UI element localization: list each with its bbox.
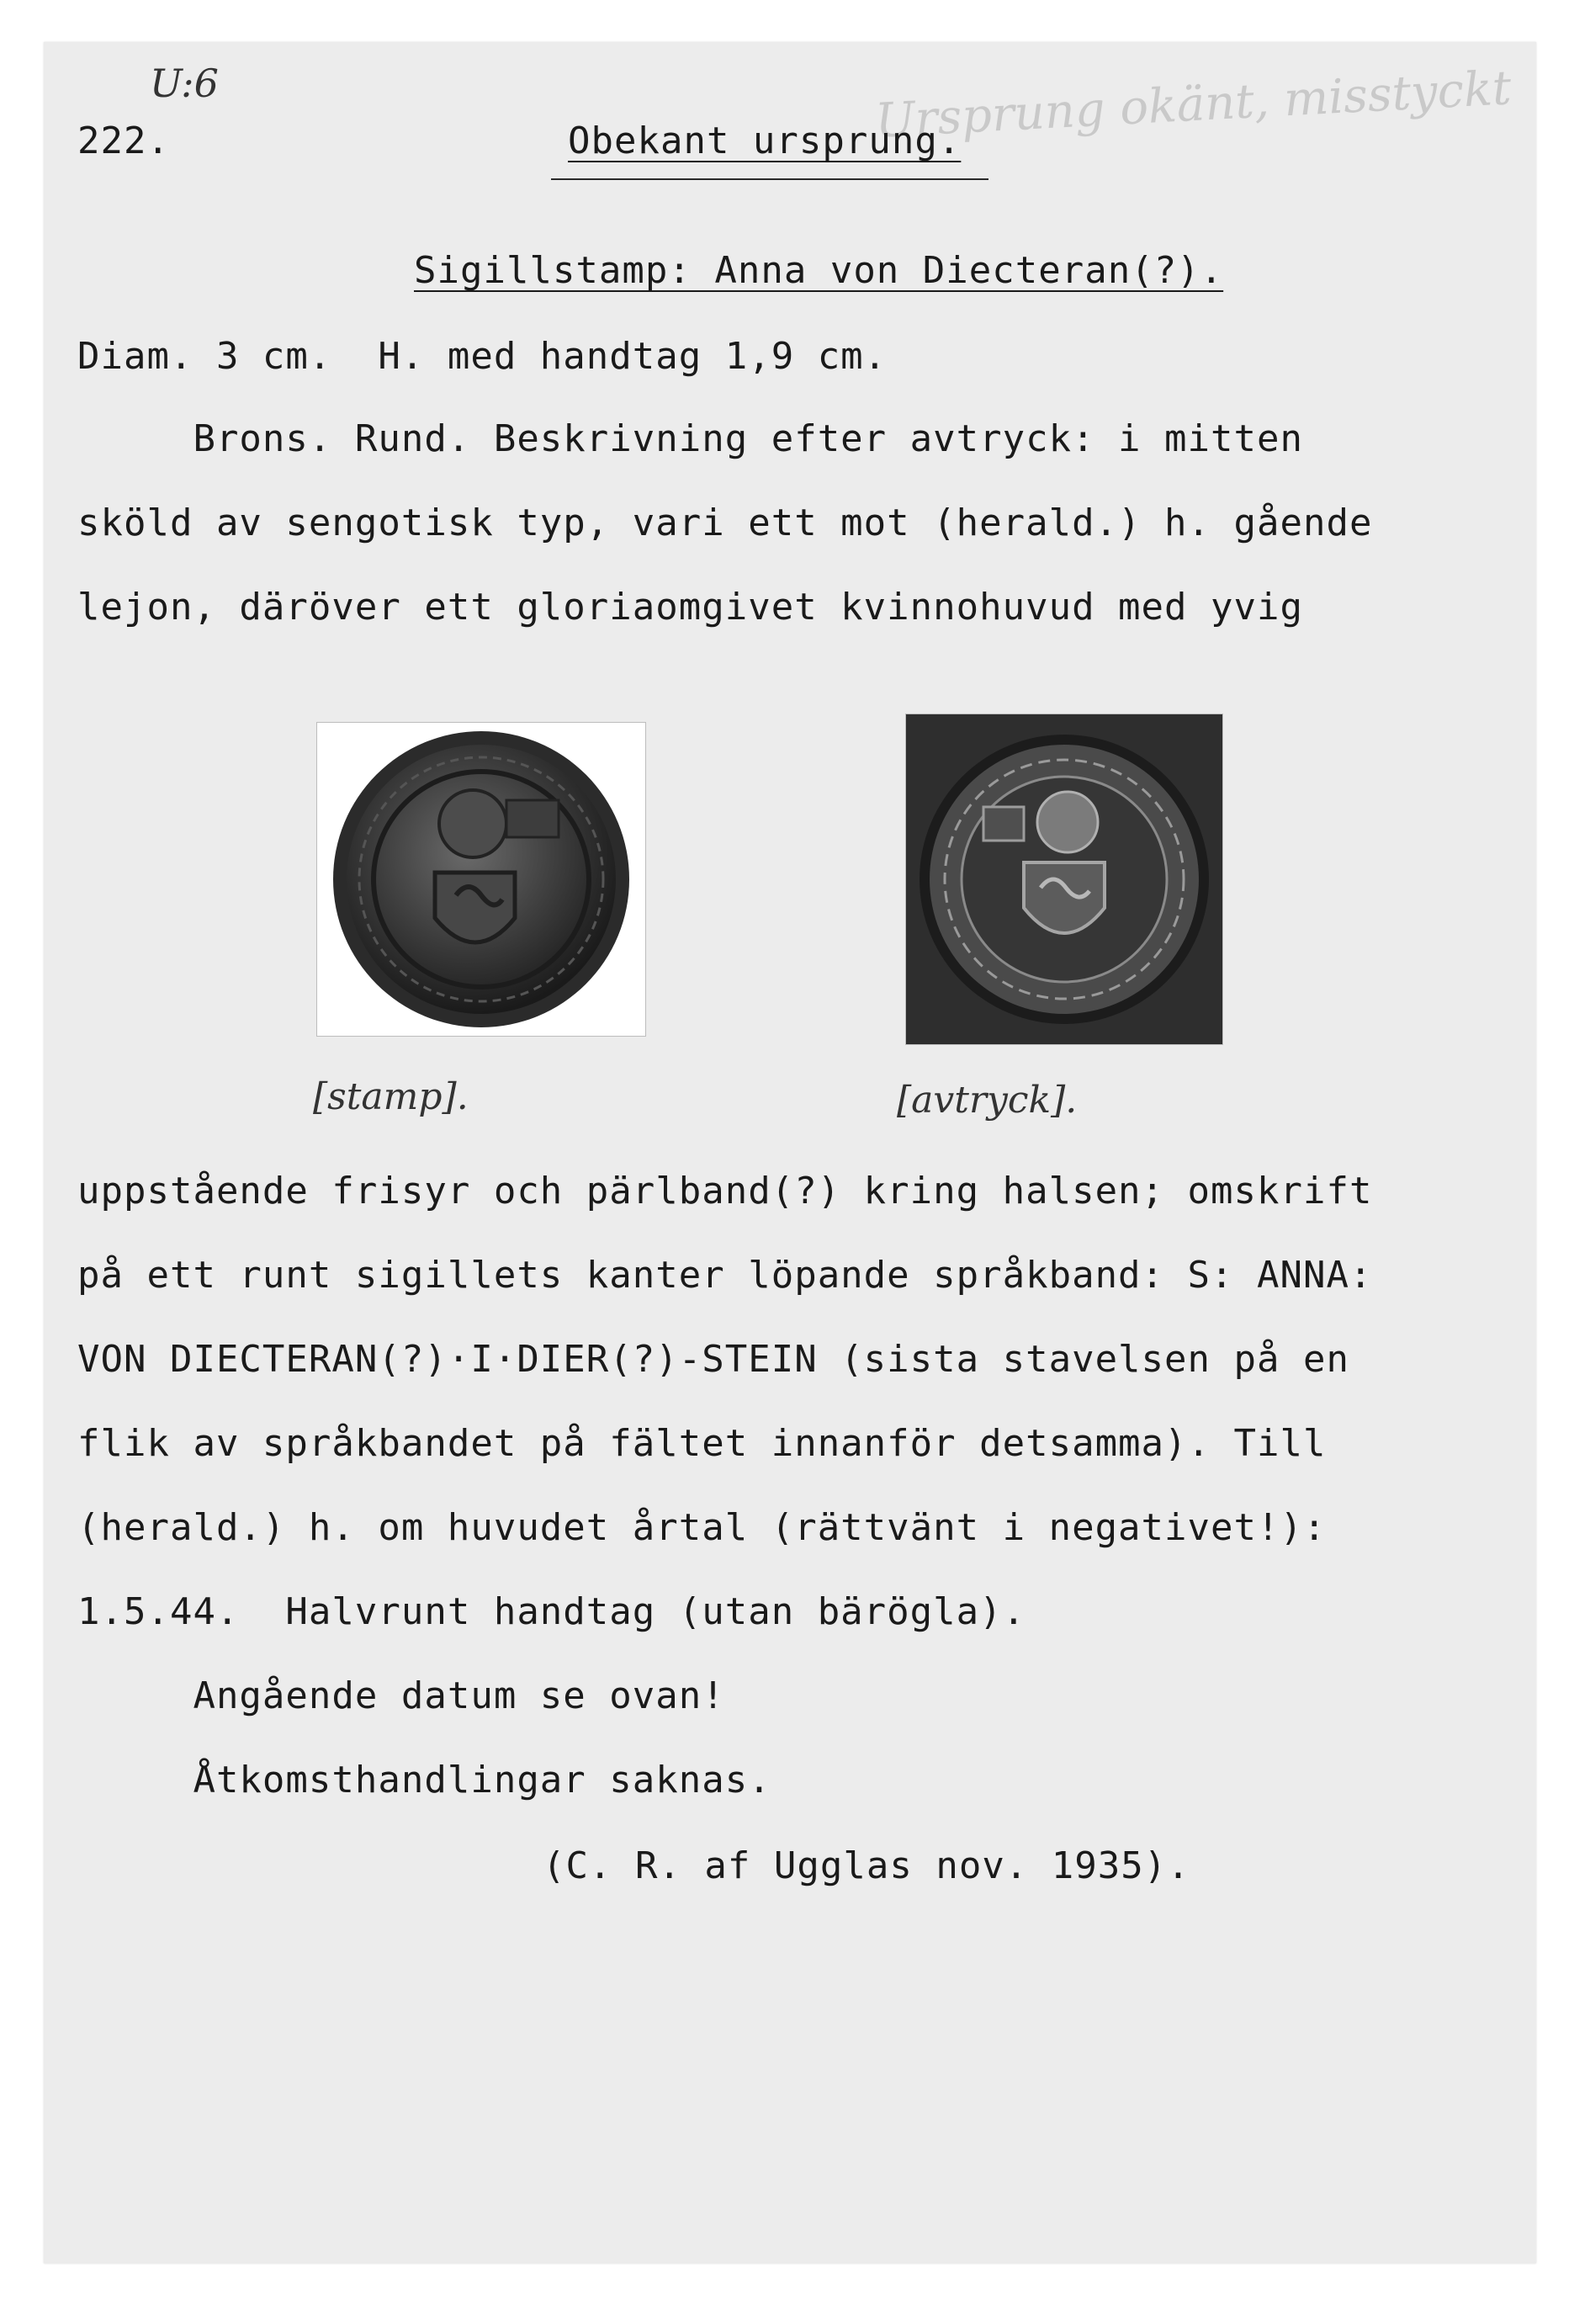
- handwritten-reference: U:6: [150, 61, 219, 106]
- note-line: Åtkomsthandlingar saknas.: [77, 1759, 771, 1801]
- note-line: Angående datum se ovan!: [77, 1674, 725, 1717]
- description-line: Brons. Rund. Beskrivning efter avtryck: i mitten: [77, 417, 1303, 460]
- description-line: (herald.) h. om huvudet årtal (rättvänt i negativet!):: [77, 1506, 1327, 1549]
- description-line: lejon, däröver ett gloriaomgivet kvinnohuvud med yvig: [77, 586, 1303, 629]
- description-line: flik av språkbandet på fältet innanför detsamma). Till: [77, 1422, 1327, 1465]
- dimensions: Diam. 3 cm. H. med handtag 1,9 cm.: [77, 335, 888, 378]
- description-line: VON DIECTERAN(?)·I·DIER(?)-STEIN (sista stavelsen på en: [77, 1338, 1349, 1381]
- impression-image: [906, 714, 1222, 1044]
- description-line: på ett runt sigillets kanter löpande språkband: S: ANNA:: [77, 1254, 1373, 1297]
- heading-double-underline: [551, 178, 988, 180]
- stamp-image: [317, 723, 645, 1036]
- signature: (C. R. af Ugglas nov. 1935).: [543, 1844, 1190, 1887]
- description-line: uppstående frisyr och pärlband(?) kring halsen; omskrift: [77, 1170, 1373, 1212]
- description-line: sköld av sengotisk typ, vari ett mot (herald.) h. gående: [77, 501, 1373, 544]
- stamp-caption: [stamp].: [313, 1075, 469, 1118]
- description-line: 1.5.44. Halvrunt handtag (utan bärögla).: [77, 1590, 1026, 1633]
- stamp-photo: [316, 722, 646, 1037]
- heading: Obekant ursprung.: [568, 119, 962, 162]
- impression-caption: [avtryck].: [897, 1079, 1078, 1122]
- faint-pencil-note: Ursprung okänt, misstyckt: [873, 61, 1513, 149]
- catalog-number: 222.: [77, 119, 170, 162]
- document-title: Sigillstamp: Anna von Diecteran(?).: [414, 249, 1224, 292]
- impression-photo: [905, 714, 1223, 1045]
